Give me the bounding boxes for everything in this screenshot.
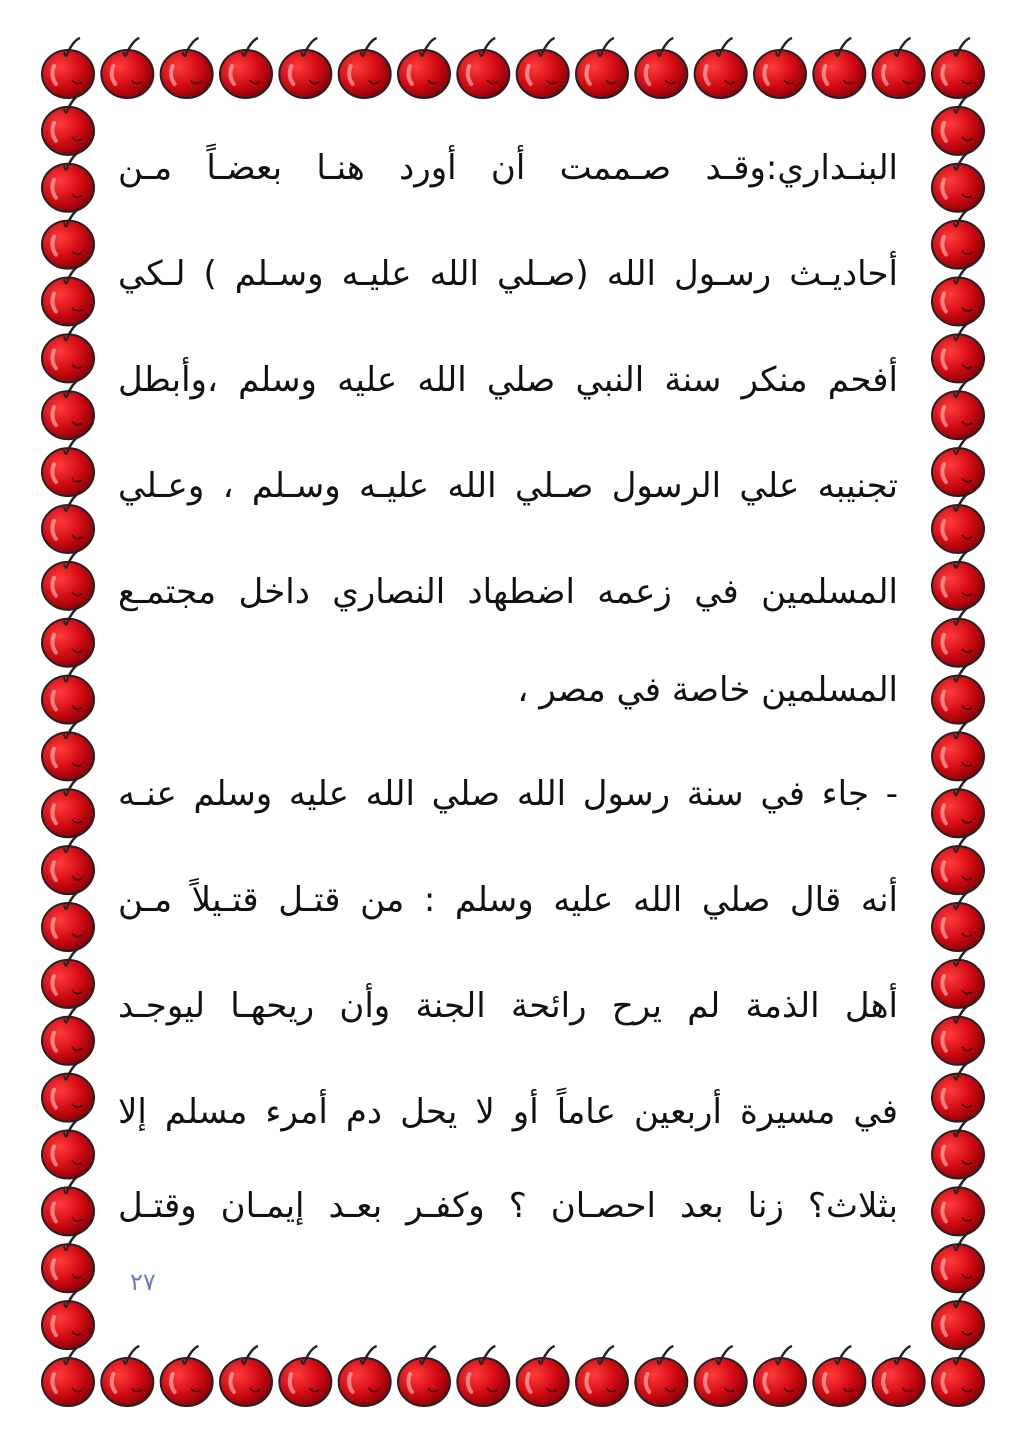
cherry-icon bbox=[42, 436, 94, 496]
cherry-icon bbox=[932, 1232, 984, 1292]
text-line: أهل الذمة لم يرح رائحة الجنة وأن ريحهـا ليوجـد bbox=[118, 986, 898, 1026]
cherry-icon bbox=[932, 209, 984, 269]
cherry-icon bbox=[42, 322, 94, 382]
cherry-icon bbox=[42, 1062, 94, 1122]
cherry-icon bbox=[220, 1346, 272, 1406]
cherry-icon bbox=[576, 1346, 628, 1406]
cherry-icon bbox=[635, 1346, 687, 1406]
cherry-icon bbox=[42, 95, 94, 155]
cherry-icon bbox=[42, 1289, 94, 1349]
cherry-icon bbox=[932, 1346, 984, 1406]
text-line: بثلاث؟ زنا بعد احصـان ؟ وكفـر بعـد إيمـان وقتـل bbox=[118, 1186, 898, 1226]
cherry-icon bbox=[695, 38, 747, 98]
cherry-icon bbox=[101, 38, 153, 98]
cherry-icon bbox=[517, 38, 569, 98]
cherry-icon bbox=[398, 38, 450, 98]
cherry-icon bbox=[932, 777, 984, 837]
text-line: المسلمين في زعمه اضطهاد النصاري داخل مجتمـع bbox=[118, 572, 898, 612]
cherry-icon bbox=[339, 38, 391, 98]
cherry-icon bbox=[517, 1346, 569, 1406]
cherry-icon bbox=[161, 38, 213, 98]
cherry-icon bbox=[457, 1346, 509, 1406]
text-line: أفحم منكر سنة النبي صلي الله عليه وسلم ،وأبطل bbox=[118, 360, 898, 400]
cherry-icon bbox=[754, 1346, 806, 1406]
cherry-icon bbox=[754, 38, 806, 98]
cherry-icon bbox=[398, 1346, 450, 1406]
cherry-icon bbox=[42, 265, 94, 325]
cherry-icon bbox=[932, 720, 984, 780]
cherry-icon bbox=[576, 38, 628, 98]
cherry-icon bbox=[932, 379, 984, 439]
cherry-icon bbox=[101, 1346, 153, 1406]
cherry-icon bbox=[932, 550, 984, 610]
cherry-icon bbox=[813, 1346, 865, 1406]
cherry-icon bbox=[932, 1062, 984, 1122]
cherry-icon bbox=[932, 891, 984, 951]
cherry-icon bbox=[873, 1346, 925, 1406]
cherry-icon bbox=[42, 891, 94, 951]
cherry-icon bbox=[42, 720, 94, 780]
cherry-icon bbox=[932, 265, 984, 325]
document-page bbox=[118, 118, 908, 1348]
cherry-icon bbox=[635, 38, 687, 98]
text-line: أنه قال صلي الله عليه وسلم : من قتـل قتـيلاً مـن bbox=[118, 880, 898, 920]
cherry-icon bbox=[42, 1346, 94, 1406]
cherry-icon bbox=[695, 1346, 747, 1406]
cherry-icon bbox=[932, 948, 984, 1008]
cherry-icon bbox=[42, 1119, 94, 1179]
cherry-icon bbox=[42, 1005, 94, 1065]
cherry-icon bbox=[457, 38, 509, 98]
cherry-icon bbox=[932, 1289, 984, 1349]
cherry-icon bbox=[279, 38, 331, 98]
cherry-icon bbox=[279, 1346, 331, 1406]
cherry-icon bbox=[813, 38, 865, 98]
cherry-icon bbox=[932, 493, 984, 553]
cherry-icon bbox=[42, 152, 94, 212]
cherry-icon bbox=[932, 607, 984, 667]
cherry-icon bbox=[932, 1005, 984, 1065]
text-line: تجنيبه علي الرسول صـلي الله عليـه وسـلم ، وعـلي bbox=[118, 466, 898, 506]
cherry-icon bbox=[42, 1175, 94, 1235]
cherry-icon bbox=[932, 38, 984, 98]
cherry-icon bbox=[42, 493, 94, 553]
cherry-icon bbox=[42, 209, 94, 269]
cherry-icon bbox=[42, 550, 94, 610]
cherry-icon bbox=[932, 95, 984, 155]
text-line: في مسيرة أربعين عاماً أو لا يحل دم أمرء مسلم إلا bbox=[118, 1092, 898, 1132]
page-number: ٢٧ bbox=[130, 1268, 156, 1296]
cherry-icon bbox=[932, 436, 984, 496]
text-line: المسلمين خاصة في مصر ، bbox=[517, 670, 898, 710]
cherry-icon bbox=[42, 379, 94, 439]
cherry-icon bbox=[932, 834, 984, 894]
cherry-icon bbox=[42, 834, 94, 894]
text-line: البنـداري:وقـد صـممت أن أورد هنـا بعضـاً مـن bbox=[118, 148, 898, 188]
cherry-icon bbox=[42, 777, 94, 837]
cherry-icon bbox=[220, 38, 272, 98]
cherry-icon bbox=[42, 948, 94, 1008]
cherry-icon bbox=[873, 38, 925, 98]
text-line: - جاء في سنة رسول الله صلي الله عليه وسلم عنـه bbox=[118, 774, 898, 814]
cherry-icon bbox=[42, 1232, 94, 1292]
cherry-icon bbox=[932, 322, 984, 382]
cherry-icon bbox=[932, 664, 984, 724]
cherry-icon bbox=[161, 1346, 213, 1406]
cherry-icon bbox=[339, 1346, 391, 1406]
cherry-icon bbox=[932, 152, 984, 212]
cherry-icon bbox=[42, 38, 94, 98]
cherry-icon bbox=[932, 1175, 984, 1235]
cherry-icon bbox=[42, 607, 94, 667]
cherry-icon bbox=[42, 664, 94, 724]
text-line: أحاديـث رسـول الله (صـلي الله عليـه وسـلم ) لـكي bbox=[118, 254, 898, 294]
cherry-icon bbox=[932, 1119, 984, 1179]
